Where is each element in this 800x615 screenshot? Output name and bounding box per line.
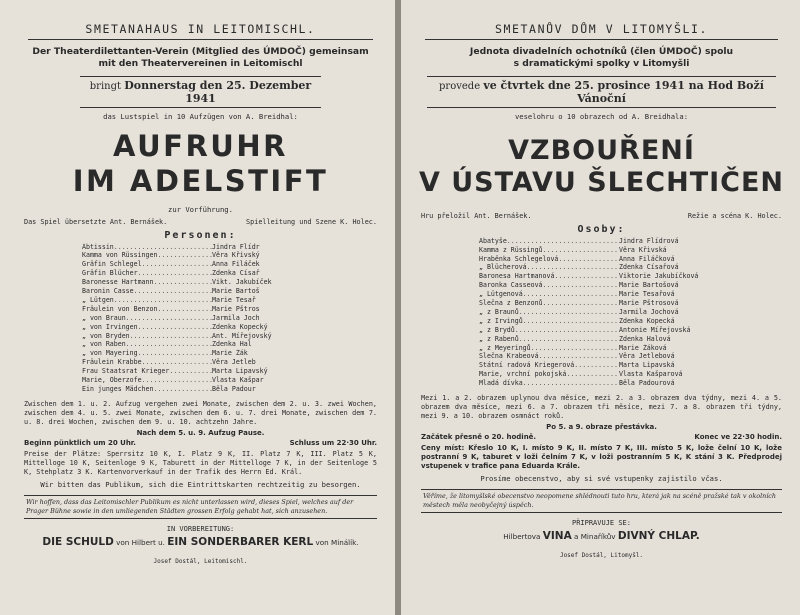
cast-actor: Marie Tesařová — [619, 290, 675, 299]
cast-row — [479, 263, 729, 272]
upcoming-author-2: von Mináĭík. — [315, 537, 359, 547]
leader-dots — [515, 326, 619, 335]
leader-dots — [519, 308, 619, 317]
cast-row — [479, 344, 729, 353]
start-time: Začátek přesně o 20. hodině. — [421, 433, 537, 442]
upcoming-title-2: DIVNÝ CHLAP. — [617, 530, 700, 543]
cast-actor: Marta Lipavská — [619, 361, 675, 370]
leader-dots — [134, 287, 212, 296]
zur-line: zur Vorführung. — [168, 204, 233, 214]
leader-dots — [153, 278, 212, 287]
cast-actor: Zdenka Císařová — [619, 263, 679, 272]
upcoming-plays — [417, 530, 786, 542]
cast-role: „ Blücherová — [479, 263, 527, 272]
leader-dots — [142, 376, 212, 385]
cast-role: Ein junges Mädchen — [82, 385, 154, 393]
cast-row — [82, 385, 322, 394]
leader-dots — [574, 361, 619, 370]
leader-dots — [531, 344, 619, 353]
cast-actor: Vikt. Jakubíček — [212, 278, 272, 287]
cast-role: „ von Bryden — [82, 331, 130, 340]
leader-dots — [543, 246, 619, 255]
cast-actor: Vlasta Kašparová — [619, 370, 683, 379]
date-prefix: provede — [439, 80, 481, 92]
hope-note: Wir hoffen, dass das Leitomischler Publikum es nicht unterlassen wird, dieses Spiel, welches auf der Prager Bühne sowie in den umliegenden Städten grossen Erfolg gehabt hat, sich anzusehen. — [24, 495, 377, 519]
leader-dots — [142, 358, 212, 367]
cast-role: Hraběnka Schlegelová — [479, 254, 559, 263]
cast-row — [82, 251, 322, 260]
association — [417, 46, 786, 70]
cast-role: „ von Irvingen — [82, 322, 138, 331]
cast-row — [479, 317, 729, 326]
cast-role: Slečna Krabeová — [479, 352, 539, 361]
leader-dots — [157, 305, 212, 314]
genre-line: das Lustspiel in 10 Aufzügen von A. Breidhal: — [103, 111, 298, 121]
cast-role: Marie, Oberzofe — [82, 376, 142, 385]
cast-row — [82, 243, 322, 252]
cast-role: Kamma z Rüssingů — [479, 245, 543, 254]
german-poster — [0, 0, 395, 615]
play-title — [417, 135, 786, 200]
cast-actor: Jarmila Jochová — [619, 307, 679, 316]
intervals-text: Zwischen dem 1. u. 2. Aufzug vergehen zwei Monate, zwischen dem 2. u. 3. zwei Wochen, zwischen dem 4. u. 5. zwei Monate, zwischen dem 6. u. 7. drei Monate, zwischen dem 7. u. 8. drei Wochen, zwischen dem 9. u. 10. achtzehn Jahre. — [24, 399, 377, 426]
play-title — [20, 129, 381, 199]
translator: Das Spiel übersetzte Ant. Bernášek. — [24, 217, 168, 226]
printer: Josef Dostál, Leitomischl. — [153, 557, 248, 565]
cast-row — [479, 290, 729, 299]
association-line: s dramatickými spolky v Litomyšli — [513, 57, 690, 69]
title-line-2: V ÚSTAVU ŠLECHTIČEN — [418, 167, 785, 199]
leader-dots — [114, 243, 212, 252]
start-time: Beginn pünktlich um 20 Uhr. — [24, 438, 136, 447]
association-line: Jednota divadelních ochotníků (člen ÚMDOČ) spolu — [469, 46, 734, 57]
cast-heading: Osoby: — [577, 223, 626, 235]
cast-row — [82, 278, 322, 287]
leader-dots — [507, 237, 619, 246]
title-line-1: VZBOUŘENÍ — [508, 134, 695, 166]
cast-row — [82, 260, 322, 269]
leader-dots — [523, 379, 619, 388]
prep-heading: PŘIPRAVUJE SE: — [571, 519, 631, 528]
cast-role: Fräulein von Benzon — [82, 304, 158, 313]
cast-row — [479, 335, 729, 344]
cast-actor: Zdenka Císař — [212, 269, 260, 278]
cast-row — [82, 332, 322, 341]
cast-role: „ von Mayering — [82, 349, 138, 358]
cast-row — [82, 296, 322, 305]
cast-row — [479, 272, 729, 281]
venue-header: SMETANŮV DŮM V LITOMYŠLI. — [425, 22, 778, 40]
cast-row — [479, 379, 729, 388]
intervals-text: Mezi 1. a 2. obrazem uplynou dva měsíce, mezi 2. a 3. obrazem dva týdny, mezi 4. a 5. obrazem dva měsíce, mezi 6. a 7. obrazem tři měsíce, mezi 7. a 8. obrazem tři týdny, mezi 9. a 10. obrazem osmnáct roků. — [421, 394, 782, 421]
cast-row — [82, 305, 322, 314]
performance-date — [80, 76, 321, 108]
cast-actor: Anna Filáčková — [619, 254, 675, 263]
leader-dots — [558, 255, 619, 264]
director: Režie a scéna K. Holec. — [687, 211, 782, 220]
leader-dots — [138, 323, 212, 332]
cast-actor: Jindra Flídr — [212, 242, 260, 251]
upcoming-title-2: EIN SONDERBARER KERL — [167, 535, 314, 548]
cast-actor: Marie Bartoš — [212, 287, 260, 296]
printer: Josef Dostál, Litomyšl. — [559, 552, 644, 560]
prep-heading: IN VORBEREITUNG: — [166, 524, 235, 533]
cast-row — [479, 370, 729, 379]
cast-role: Äbtissin — [82, 242, 114, 251]
cast-actor: Ant. Mířejovský — [212, 331, 272, 340]
cast-role: Mladá dívka — [479, 379, 523, 388]
cast-row — [82, 269, 322, 278]
leader-dots — [539, 352, 619, 361]
request-text: Prosíme obecenstvo, aby si své vstupenky zajistilo včas. — [480, 474, 723, 484]
cast-role: Baronin Casse — [82, 287, 134, 296]
date-prefix: bringt — [89, 80, 122, 92]
request-text: Wir bitten das Publikum, sich die Eintrittskarten rechtzeitig zu besorgen. — [40, 479, 361, 489]
cast-role: Gräfin Blücher — [82, 269, 138, 278]
upcoming-author-1: von Hilbert u. — [116, 537, 165, 547]
leader-dots — [527, 263, 619, 272]
leader-dots — [169, 367, 212, 376]
leader-dots — [543, 299, 619, 308]
title-line-1: AUFRUHR — [113, 128, 288, 163]
cast-role: Slečna z Benzonů — [479, 299, 543, 308]
cast-actor: Běla Padourová — [619, 379, 675, 388]
cast-actor: Věra Křivská — [619, 245, 667, 254]
leader-dots — [138, 269, 212, 278]
cast-role: Abatyše — [479, 236, 507, 245]
cast-row — [82, 287, 322, 296]
leader-dots — [142, 260, 212, 269]
credits — [24, 218, 377, 226]
cast-actor: Věra Jetlebová — [619, 352, 675, 361]
cast-actor: Zdenka Hal — [212, 340, 252, 349]
cast-role: „ z Brydů — [479, 325, 515, 334]
leader-dots — [519, 335, 619, 344]
cast-row — [82, 376, 322, 385]
cast-actor: Antonie Mířejovská — [619, 325, 691, 334]
cast-actor: Marie Pštrosová — [619, 299, 679, 308]
cast-row — [479, 237, 729, 246]
cast-row — [479, 299, 729, 308]
upcoming-plays — [20, 536, 381, 548]
leader-dots — [138, 349, 212, 358]
upcoming-title-1: DIE SCHULD — [42, 535, 114, 548]
date-text: ve čtvrtek dne 25. prosince 1941 na Hod Boží Vánoční — [483, 78, 764, 105]
pause-text: Po 5. a 9. obraze přestávka. — [546, 423, 657, 432]
venue-header: SMETANAHAUS IN LEITOMISCHL. — [28, 22, 373, 40]
cast-role: „ Lütgen — [82, 295, 114, 304]
cast-row — [82, 323, 322, 332]
upcoming-title-1: VINA — [542, 530, 572, 543]
cast-actor: Vlasta Kašpar — [212, 376, 264, 385]
cast-actor: Zdenka Kopecká — [619, 316, 675, 325]
performance-date — [427, 76, 776, 108]
cast-actor: Zdenka Halová — [619, 334, 671, 343]
leader-dots — [153, 385, 212, 394]
cast-role: Baronesa Hartmanová — [479, 272, 555, 281]
leader-dots — [114, 296, 212, 305]
pause-text: Nach dem 5. u. 9. Aufzug Pause. — [136, 428, 265, 437]
leader-dots — [126, 340, 212, 349]
leader-dots — [554, 272, 619, 281]
cast-heading: Personen: — [164, 229, 237, 241]
cast-row — [479, 281, 729, 290]
cast-role: „ von Braun — [82, 313, 126, 322]
cast-actor: Marie Bartošová — [619, 281, 679, 290]
cast-row — [479, 246, 729, 255]
leader-dots — [543, 281, 619, 290]
cast-actor: Marie Žáková — [619, 343, 667, 352]
cast-role: „ z Meyeringů — [479, 343, 531, 352]
cast-actor: Jarmila Joch — [212, 313, 260, 322]
cast-actor: Marie Pštros — [212, 304, 260, 313]
times — [421, 433, 782, 441]
cast-row — [479, 326, 729, 335]
cast-row — [82, 314, 322, 323]
prices-text: Preise der Plätze: Sperrsitz 10 K, I. Platz 9 K, II. Platz 7 K, III. Platz 5 K, Mittelloge 10 K, Seitenloge 9 K, Taburett in der Mittelloge 7 K, in der Seitenloge 5 K, Stehplatz 3 K. Kartenvorverkauf in der Trafik des Herrn Ed. Král. — [24, 449, 377, 476]
cast-role: „ z Rabenů — [479, 334, 519, 343]
translator: Hru přeložil Ant. Bernášek. — [421, 211, 532, 220]
cast-row — [479, 255, 729, 264]
cast-role: „ z Irvingů — [479, 316, 523, 325]
date-text: Donnerstag den 25. Dezember 1941 — [124, 78, 312, 105]
leader-dots — [126, 314, 212, 323]
hope-note: Věříme, že litomyšlské obecenstvo neopomene shlédnouti tuto hru, která jak na scéně pražské tak v okolních městech měla neobyčejný úspěch. — [421, 489, 782, 513]
end-time: Konec ve 22·30 hodin. — [694, 433, 782, 442]
cast-row — [479, 352, 729, 361]
times — [24, 439, 377, 447]
cast-actor: Viktorie Jakubíčková — [619, 272, 699, 281]
leader-dots — [130, 332, 212, 341]
cast-role: „ von Raben — [82, 340, 126, 349]
cast-role: „ Lütgenová — [479, 290, 523, 299]
upcoming-author-2: a Minaříkův — [574, 532, 616, 542]
cast-role: Kamma von Rüssingen — [82, 251, 158, 260]
cast-actor: Věra Jetleb — [212, 358, 256, 367]
cast-role: Baronesse Hartmann — [82, 278, 154, 287]
cast-actor: Běla Padour — [212, 385, 256, 393]
cast-row — [479, 308, 729, 317]
cast-row — [82, 340, 322, 349]
cast-actor: Anna Filáček — [212, 260, 260, 269]
cast-role: Státní radová Kriegerová — [479, 361, 575, 370]
cast-list — [479, 237, 729, 388]
cast-role: Marie, vrchní pokojská — [479, 370, 567, 379]
upcoming-author-1: Hilbertova — [503, 532, 541, 542]
cast-role: Gräfin Schlegel — [82, 260, 142, 269]
cast-actor: Zdenka Kopecký — [212, 322, 268, 331]
association-line: mit den Theatervereinen in Leitomischl — [98, 57, 303, 69]
cast-row — [82, 367, 322, 376]
cast-role: Frau Staatsrat Krieger — [82, 367, 170, 376]
cast-role: Fräulein Krabbe — [82, 358, 142, 367]
cast-actor: Jindra Flídrová — [619, 236, 679, 245]
cast-row — [479, 361, 729, 370]
leader-dots — [523, 317, 619, 326]
cast-actor: Věra Křivský — [212, 251, 260, 260]
cast-row — [82, 349, 322, 358]
director: Spielleitung und Szene K. Holec. — [246, 217, 377, 226]
association-line: Der Theaterdilettanten-Verein (Mitglied des ÚMDOČ) gemeinsam — [32, 46, 369, 57]
cast-row — [82, 358, 322, 367]
cast-actor: Marie Žák — [212, 349, 248, 358]
leader-dots — [566, 370, 619, 379]
prices-text: Ceny míst: Křeslo 10 K, I. místo 9 K, II. místo 7 K, III. místo 5 K, lože čelní 10 K, lože postranní 9 K, taburet v loži čelním 7 K, v loži postranním 5 K, K stání 3 K. Předprodej vstupenek v trafice pana Eduarda Krále. — [421, 444, 782, 471]
leader-dots — [157, 251, 212, 260]
cast-actor: Marie Tesař — [212, 295, 256, 304]
end-time: Schluss um 22·30 Uhr. — [289, 438, 377, 447]
cast-list — [82, 243, 322, 394]
credits — [421, 212, 782, 220]
cast-actor: Marta Lipavský — [212, 367, 268, 376]
title-line-2: IM ADELSTIFT — [72, 163, 329, 198]
cast-role: „ z Braunů — [479, 307, 519, 316]
cast-role: Baronka Casseová — [479, 281, 543, 290]
leader-dots — [523, 290, 619, 299]
czech-poster — [401, 0, 800, 615]
association — [20, 46, 381, 70]
genre-line: veselohru o 10 obrazech od A. Breidhala: — [514, 111, 689, 121]
